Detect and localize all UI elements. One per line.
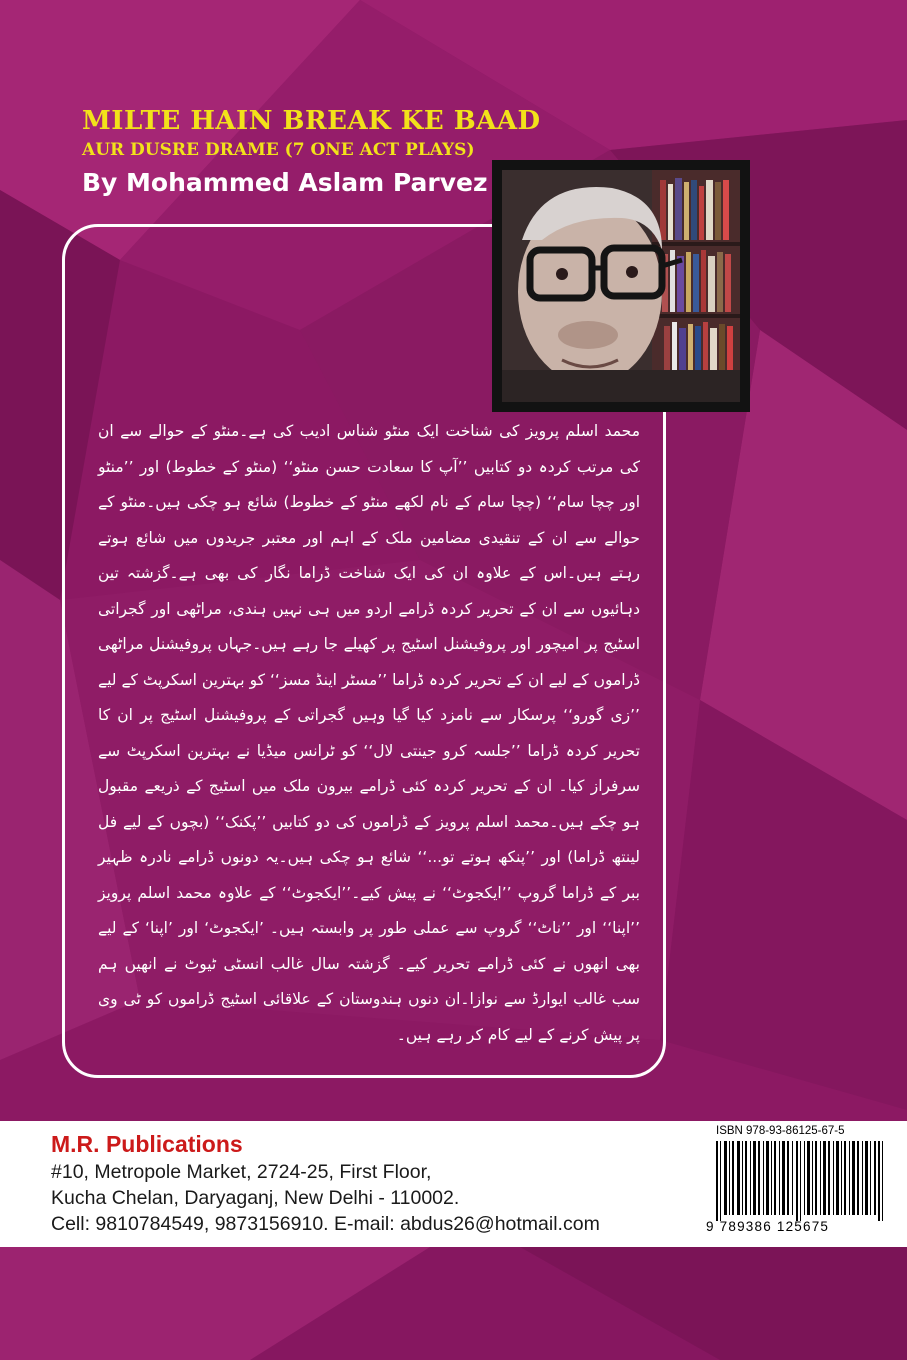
publisher-name: M.R. Publications bbox=[51, 1131, 243, 1157]
barcode-icon bbox=[712, 1141, 888, 1221]
isbn-label: ISBN 978-93-86125-67-5 bbox=[716, 1125, 845, 1137]
portrait-image bbox=[502, 170, 740, 402]
book-title: MILTE HAIN BREAK KE BAAD bbox=[82, 106, 541, 136]
publisher-address-line-1: #10, Metropole Market, 2724-25, First Floor, bbox=[51, 1161, 432, 1183]
publisher-address-line-2: Kucha Chelan, Daryaganj, New Delhi - 110002. bbox=[51, 1187, 460, 1209]
publisher-contact: Cell: 9810784549, 9873156910. E-mail: abdus26@hotmail.com bbox=[51, 1213, 600, 1235]
author-portrait-photo bbox=[492, 160, 750, 412]
barcode-digits: 9 789386 125675 bbox=[706, 1219, 830, 1234]
publisher-panel bbox=[0, 1121, 907, 1247]
book-subtitle: AUR DUSRE DRAME (7 ONE ACT PLAYS) bbox=[82, 140, 475, 160]
urdu-blurb bbox=[98, 414, 640, 1053]
author-byline: By Mohammed Aslam Parvez bbox=[82, 168, 488, 197]
blurb-paragraph: محمد اسلم پرویز کی شناخت ایک منٹو شناس ادیب کی ہے۔منٹو کے حوالے سے ان کی مرتب کردہ دو کتابیں ’’آپ کا سعادت حسن منٹو‘‘ (منٹو کے خطوط) اور ’’منٹو اور چچا سام‘‘ (چچا سام کے نام لکھے منٹو کے خطوط) شائع ہو چکی ہیں۔منٹو کے حوالے سے ان کے تنقیدی مضامین ملک کے اہم اور معتبر جریدوں میں شائع ہوتے رہتے ہیں۔اس کے علاوہ ان کی ایک شناخت ڈراما نگار کی بھی ہے۔گزشتہ تین دہائیوں سے ان کے تحریر کردہ ڈرامے اردو میں ہی نہیں ہندی، مراٹھی اور گجراتی اسٹیج پر امیچور اور پروفیشنل اسٹیج پر کھیلے جا رہے ہیں۔جہاں پروفیشنل مراٹھی ڈراموں کے لیے ان کے تحریر کردہ ڈراما ’’مسٹر اینڈ مسز‘‘ کو بہترین اسکرپٹ کے لیے ’’زی گورو‘‘ پرسکار سے نامزد کیا گیا وہیں گجراتی کے پروفیشنل اسٹیج پر ان کا تحریر کردہ ڈراما ’’جلسہ کرو جینتی لال‘‘ کو ٹرانس میڈیا نے بہترین اسکرپٹ سے سرفراز کیا۔ ان کے تحریر کردہ کئی ڈرامے بیرون ملک میں اسٹیج کے ذریعے مقبول ہو چکے ہیں۔محمد اسلم پرویز کے ڈراموں کی دو کتابیں ’’پکنک‘‘ (بچوں کے لیے فل لینتھ ڈراما) اور ’’پنکھ ہوتے تو...‘‘ شائع ہو چکی ہیں۔یہ دونوں ڈرامے نادرہ ظہیر ببر کے ڈراما گروپ ’’ایکجوٹ‘‘ نے پیش کیے۔’’ایکجوٹ‘‘ کے علاوہ محمد اسلم پرویز ’’اپنا‘‘ اور ’’ناٹ‘‘ گروپ سے عملی طور پر وابستہ ہیں۔ ’ایکجوٹ‘ اور ’اپنا‘ کے لیے بھی انھوں نے کئی ڈرامے تحریر کیے۔ گزشتہ سال غالب انسٹی ٹیوٹ نے انھیں ہم سب غالب ایوارڈ سے نوازا۔ان دنوں ہندوستان کے علاقائی اسٹیج ڈراموں کو ٹی وی پر پیش کرنے کے لیے کام کر رہے ہیں۔ bbox=[98, 422, 640, 1044]
